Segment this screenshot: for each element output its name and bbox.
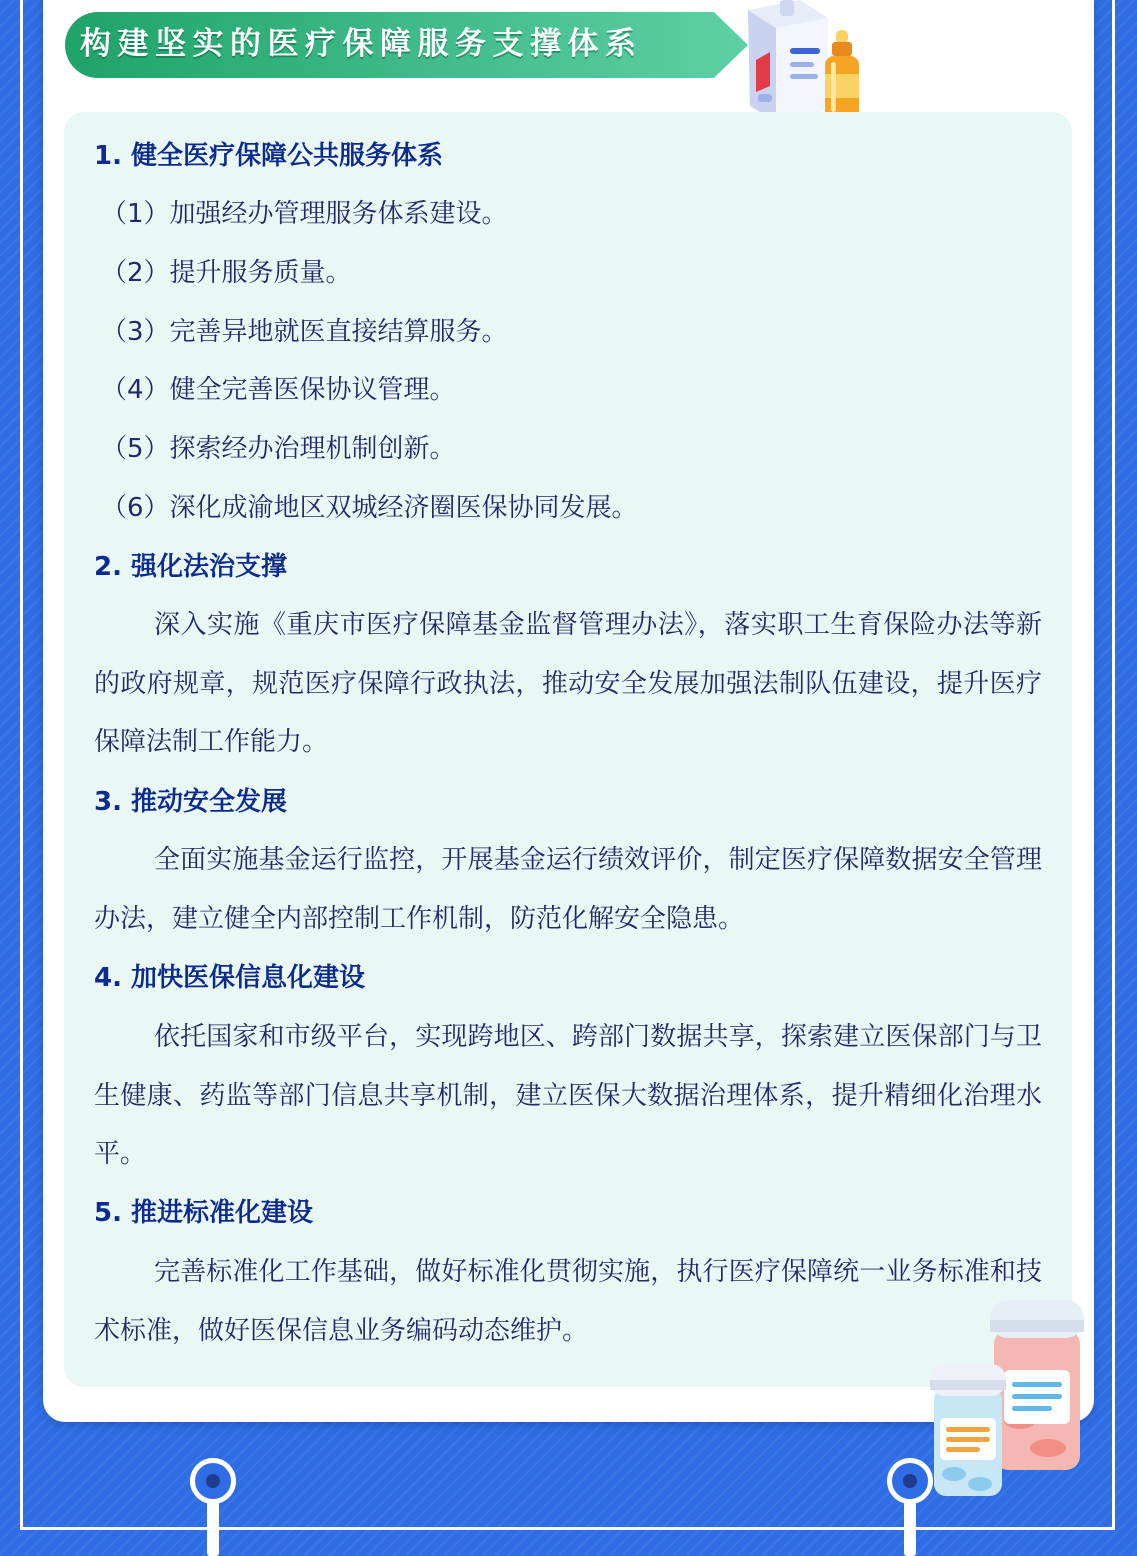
binder-ring-hole — [206, 1474, 220, 1488]
section-5-heading: 5. 推进标准化建设 — [94, 1198, 314, 1228]
section-3-heading: 3. 推动安全发展 — [94, 787, 288, 817]
section-5-paragraph: 完善标准化工作基础，做好标准化贯彻实施，执行医疗保障统一业务标准和技术标准，做好医保信息业务编码动态维护。 — [94, 1257, 1042, 1346]
section-1-item-1: （1）加强经办管理服务体系建设。 — [101, 199, 508, 229]
section-4-paragraph: 依托国家和市级平台，实现跨地区、跨部门数据共享，探索建立医保部门与卫生健康、药监等部门信息共享机制，建立医保大数据治理体系，提升精细化治理水平。 — [94, 1022, 1042, 1170]
section-1-item-5: （5）探索经办治理机制创新。 — [101, 434, 456, 464]
section-2-heading: 2. 强化法治支撑 — [94, 552, 288, 582]
section-1-item-2: （2）提升服务质量。 — [101, 258, 352, 288]
binder-ring-hole — [903, 1474, 917, 1488]
section-3-paragraph: 全面实施基金运行监控，开展基金运行绩效评价，制定医疗保障数据安全管理办法，建立健全内部控制工作机制，防范化解安全隐患。 — [94, 845, 1042, 934]
section-1-item-3: （3）完善异地就医直接结算服务。 — [101, 317, 508, 347]
pill-bottle-blue-icon — [930, 1364, 1008, 1499]
section-1-heading: 1. 健全医疗保障公共服务体系 — [94, 141, 444, 171]
section-1-item-4: （4）健全完善医保协议管理。 — [101, 375, 456, 405]
section-4-heading: 4. 加快医保信息化建设 — [94, 963, 366, 993]
section-2-paragraph: 深入实施《重庆市医疗保障基金监督管理办法》，落实职工生育保险办法等新的政府规章，规范医疗保障行政执法，推动安全发展加强法制队伍建设，提升医疗保障法制工作能力。 — [94, 610, 1042, 758]
section-1-item-6: （6）深化成渝地区双城经济圈医保协同发展。 — [101, 493, 638, 523]
banner-title: 构建坚实的医疗保障服务支撑体系 — [80, 26, 643, 62]
